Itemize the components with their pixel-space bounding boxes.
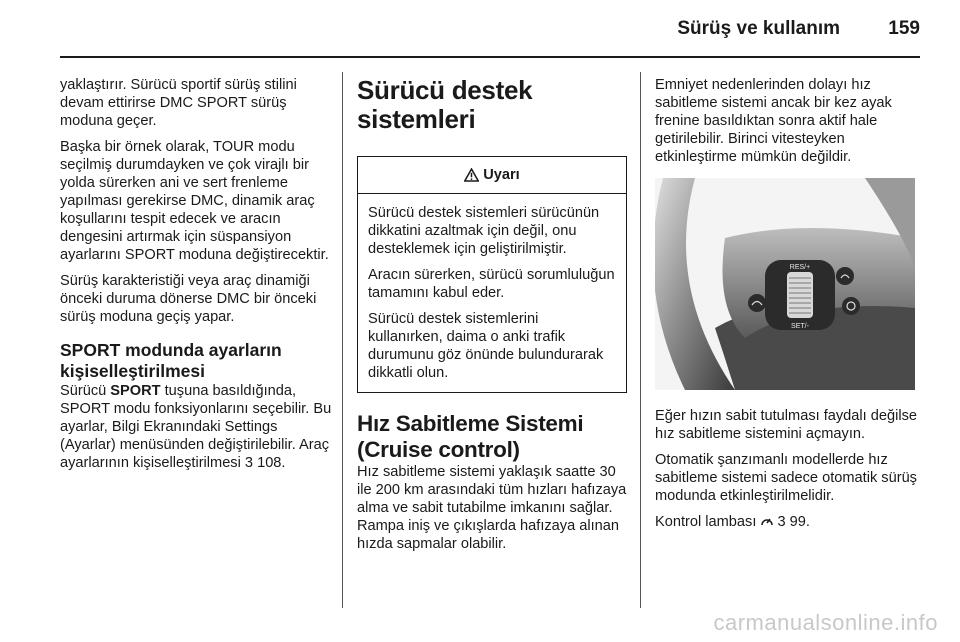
col1-paragraph-2: Başka bir örnek olarak, TOUR modu seçilmiş durumdayken ve çok virajlı bir yolda sürerken ani ve sert frenleme yapılması gerekirse DMC, dinamik araç koşullarını tespit edecek ve aracın dengesini artırmak için süspansiyon ayarlarını SPORT moduna değiştirecektir. — [60, 139, 329, 263]
col3-paragraph-2: Eğer hızın sabit tutulması faydalı değilse hız sabitleme sistemini açmayın. — [655, 408, 918, 442]
p4-text-pre: Kontrol lambası — [655, 514, 761, 530]
header-rule — [60, 56, 920, 58]
column-1 — [60, 76, 332, 480]
steering-wheel-cruise-control-image — [655, 178, 915, 390]
warning-box — [357, 156, 627, 393]
section-heading-sport-settings: SPORT modunda ayarların kişiselleştirilmesi — [60, 340, 282, 381]
p4-text-post: tuşuna basıldığında, SPORT modu fonksiyonlarını seçebilir. Bu ayarlar, Bilgi Ekranındaki Settings (Ayarlar) menüsünden değiştirilebilir. Araç ayarlarının kişiselleştirilmesi — [60, 383, 332, 471]
p4-text-pre: Sürücü — [60, 383, 111, 399]
warning-title: Uyarı — [483, 167, 520, 183]
page-reference-link[interactable]: 3 108. — [244, 455, 286, 471]
warning-body — [358, 194, 626, 392]
watermark: carmanualsonline.info — [713, 610, 938, 635]
col2-paragraph-1: Hız sabitleme sistemi yaklaşık saatte 30 ile 200 km arasındaki tüm hızları hafızaya alma ve sabit tutabilme imkanını sağlar. Rampa iniş ve çıkışlarda hafızaya alınan hızda sapmalar olabilir. — [357, 464, 627, 552]
col3-paragraph-4 — [655, 513, 925, 531]
section-heading-driver-assist: Sürücü destek sistemleri — [357, 75, 533, 134]
warning-paragraph-2: Aracın sürerken, sürücü sorumluluğun tamamını kabul eder. — [368, 267, 615, 301]
set-label: SET/- — [791, 323, 809, 330]
warning-paragraph-1: Sürücü destek sistemleri sürücünün dikkatini azaltmak için değil, onu desteklemek için geliştirilmiştir. — [368, 205, 600, 257]
col3-paragraph-1: Emniyet nedenlerinden dolayı hız sabitleme sistemi ancak bir kez ayak frenine basıldıktan sonra aktif hale getirilebilir. Birinci vitesteyken etkinleştirme mümkün değildir. — [655, 77, 892, 165]
res-label: RES/+ — [789, 264, 811, 271]
col1-paragraph-1: yaklaştırır. Sürücü sportif sürüş stilini devam ettirirse DMC SPORT sürüş moduna geçer. — [60, 77, 297, 129]
column-divider-1 — [342, 72, 343, 608]
page-number: 159 — [888, 18, 920, 39]
section-heading-cruise-control: Hız Sabitleme Sistemi (Cruise control) — [357, 411, 584, 462]
page-reference-link[interactable]: 3 99. — [777, 514, 810, 530]
column-2 — [357, 76, 627, 561]
warning-header — [358, 157, 626, 194]
col1-paragraph-3: Sürüş karakteristiği veya araç dinamiği önceki duruma dönerse DMC bir önceki sürüş moduna geçiş yapar. — [60, 273, 317, 325]
cruise-control-indicator-icon — [760, 515, 774, 527]
col3-paragraph-3: Otomatik şanzımanlı modellerde hız sabitleme sistemi sadece otomatik sürüş modunda etkinleştirilmelidir. — [655, 452, 917, 504]
warning-paragraph-3: Sürücü destek sistemlerini kullanırken, daima o anki trafik durumunu göz önünde bulundurarak dikkatli olun. — [368, 311, 604, 381]
header-title: Sürüş ve kullanım — [677, 18, 840, 39]
column-3 — [655, 76, 925, 539]
col1-paragraph-4 — [60, 382, 332, 472]
column-divider-2 — [640, 72, 641, 608]
sport-button-label: SPORT — [110, 383, 161, 399]
warning-triangle-icon — [464, 168, 479, 182]
